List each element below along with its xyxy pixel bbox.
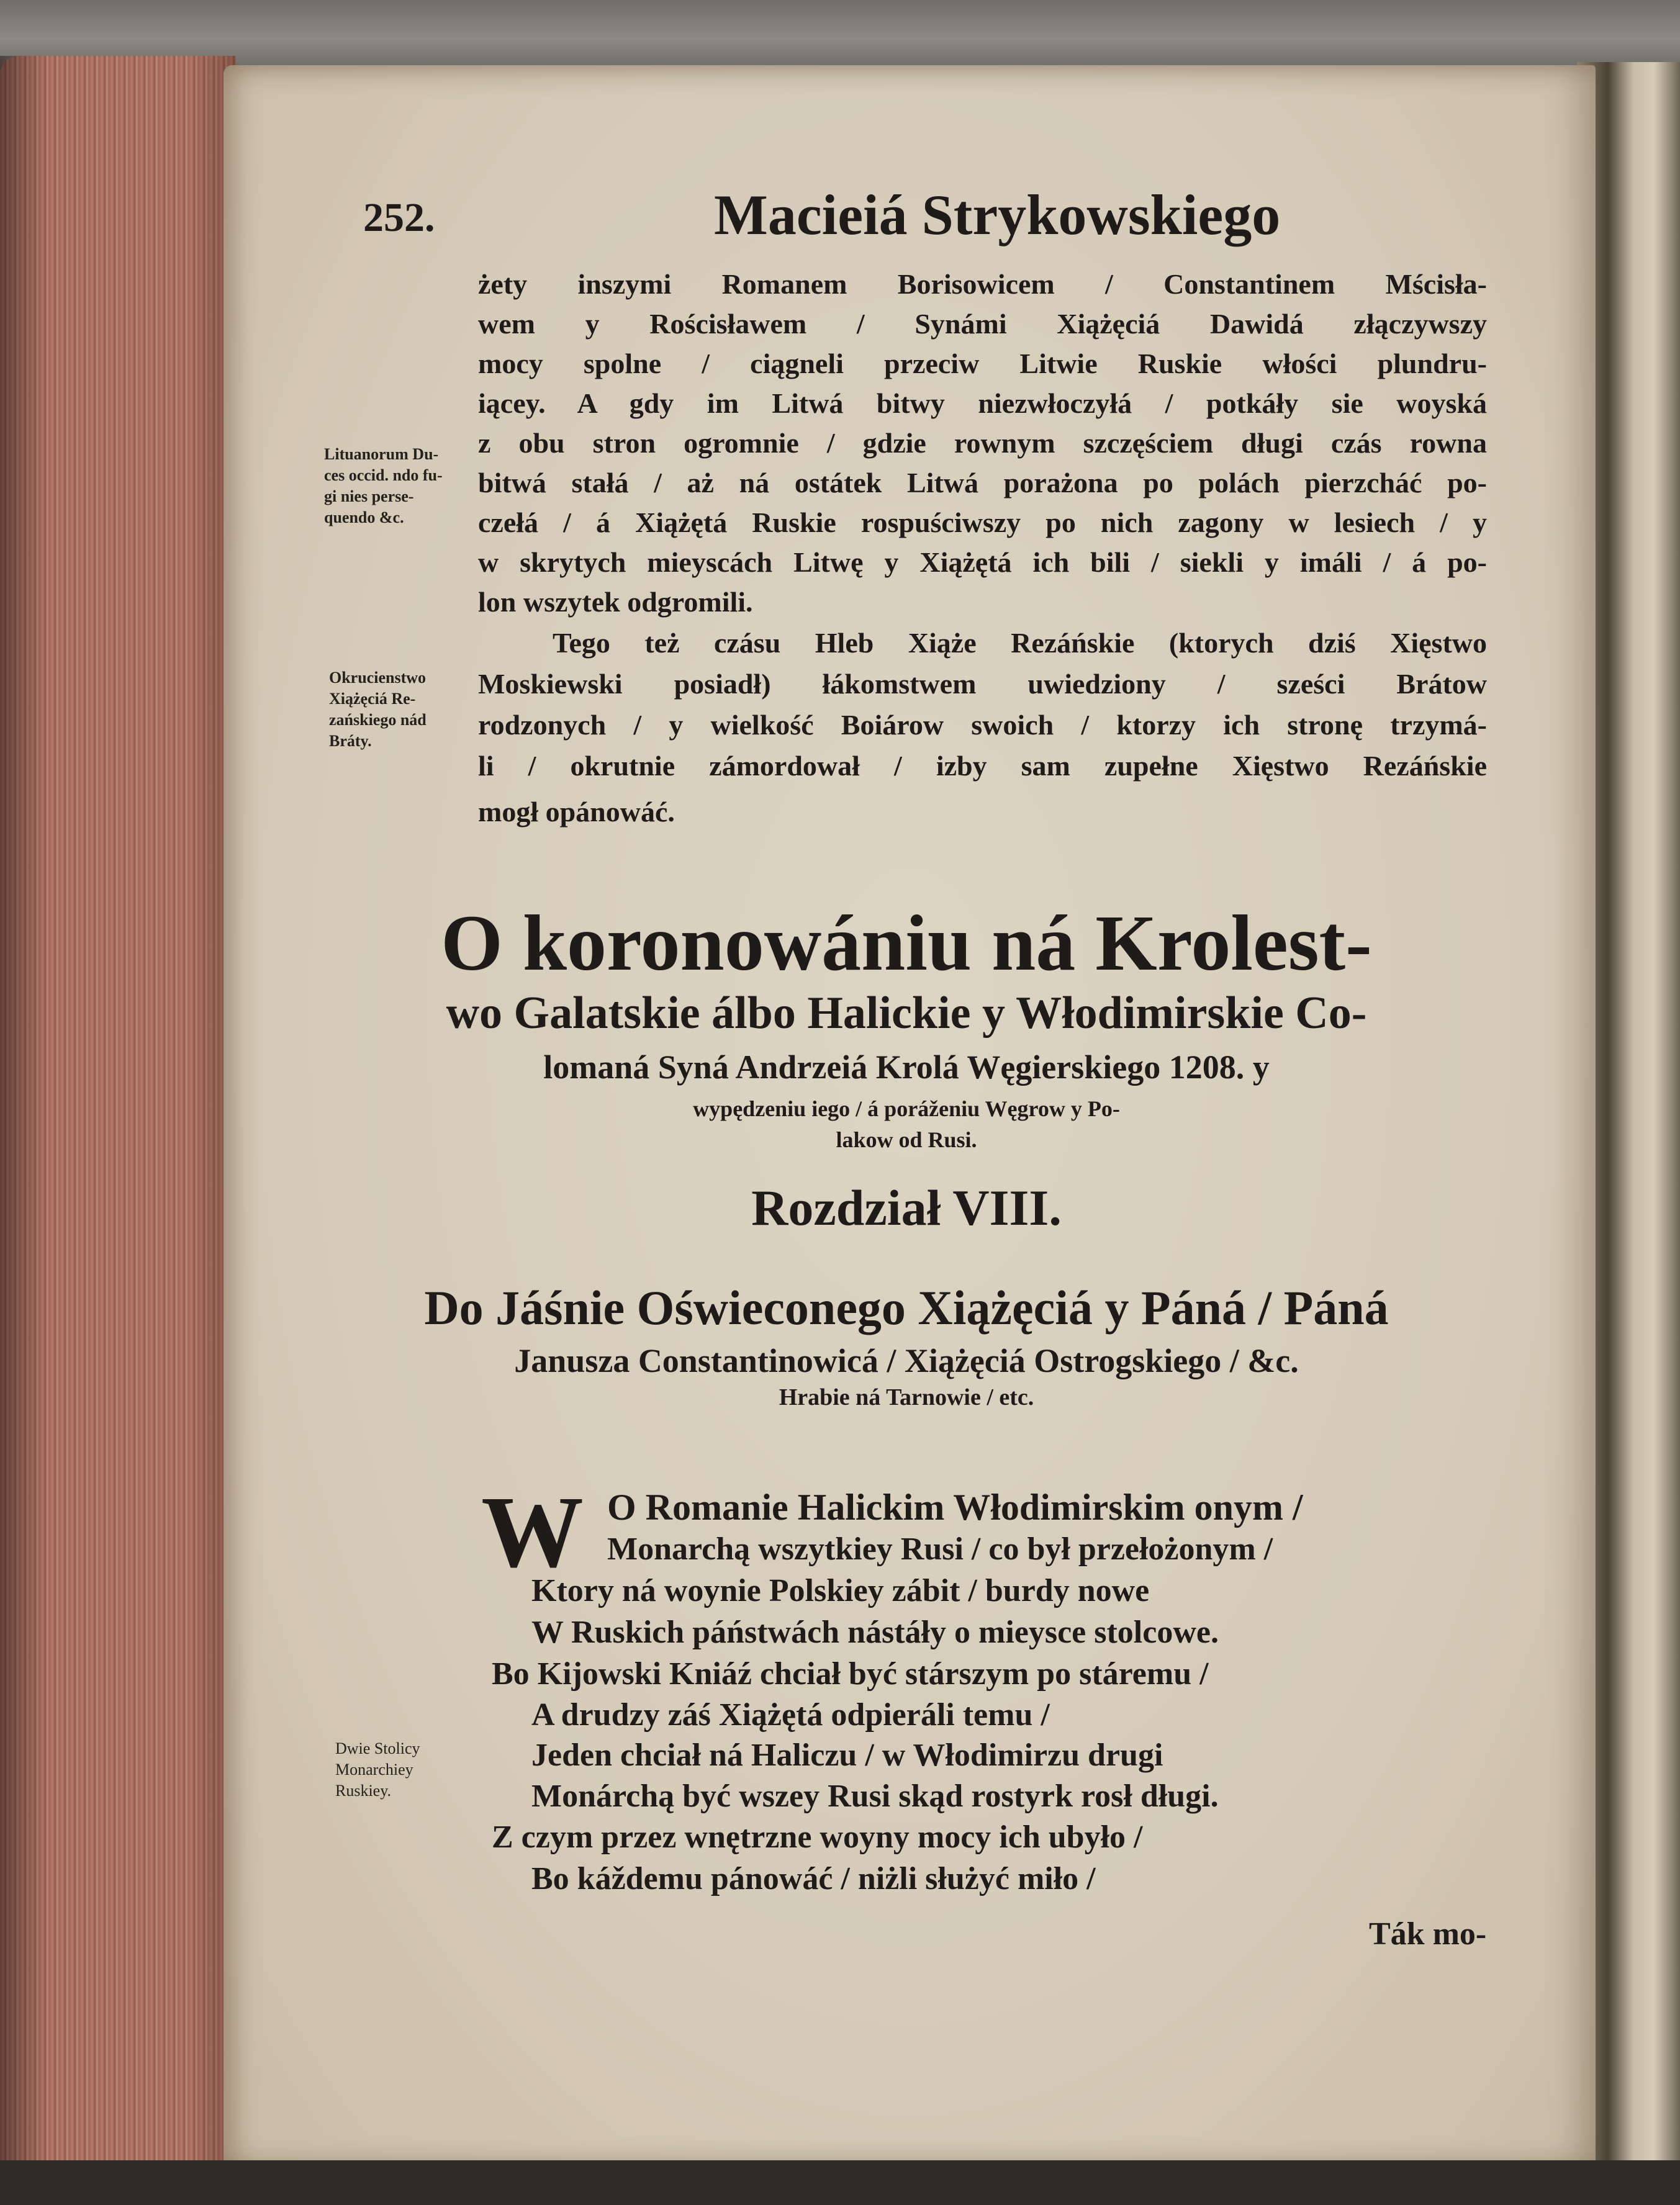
note-line: zańskiego nád	[329, 711, 427, 729]
note-line: Monarchiey	[335, 1761, 413, 1779]
poem-line: Z czym przez wnętrzne woyny mocy ich ubyło /	[492, 1819, 1143, 1855]
poem-line: Monarchą wszytkiey Rusi / co był przełożonym /	[607, 1531, 1273, 1567]
text-line: lon wszytek odgromili.	[478, 586, 753, 618]
text-line: żety inszymi Romanem Borisowicem / Constantinem Mścisła-	[478, 268, 1487, 300]
text-line: rodzonych / y wielkość Boiárow swoich / ktorzy ich stronę trzymá-	[478, 709, 1487, 741]
text-line: Tego też czásu Hleb Xiąże Rezáńskie (ktorych dziś Xięstwo	[553, 627, 1487, 659]
page-number: 252.	[363, 195, 435, 240]
text-line: czełá / á Xiążętá Ruskie rospuściwszy po nich zagony w lesiech / y	[478, 507, 1487, 538]
dedication-line-2: Janusza Constantinowicá / Xiążęciá Ostrogskiego / &c.	[514, 1342, 1299, 1379]
note-line: Ruskiey.	[335, 1782, 392, 1800]
dedication-line-3: Hrabie ná Tarnowie / etc.	[779, 1384, 1034, 1410]
poem-line: Monárchą być wszey Rusi skąd rostyrk rosł długi.	[531, 1779, 1219, 1814]
poem-line: Ktory ná woynie Polskiey zábit / burdy nowe	[531, 1573, 1150, 1608]
text-line: li / okrutnie zámordował / izby sam zupełne Xięstwo Rezáńskie	[478, 750, 1487, 782]
note-line: Bráty.	[329, 732, 372, 750]
marginal-note-lithuanians	[324, 444, 443, 528]
note-line: Lituanorum Du-	[324, 445, 439, 463]
chapter-title-line-3: lomaná Syná Andrzeiá Krolá Węgierskiego 1208. y	[543, 1048, 1270, 1086]
poem-line: O Romanie Halickim Włodimirskim onym /	[607, 1487, 1303, 1528]
drop-cap: W	[481, 1475, 584, 1589]
marginal-note-cruelty	[329, 667, 427, 752]
text-line: iącey. A gdy im Litwá bitwy niezwłoczyłá / potkáły sie woyská	[478, 387, 1487, 419]
text-line: Moskiewski posiadł) łákomstwem uwiedziony / sześci Brátow	[478, 668, 1487, 700]
running-head: Macieiá Strykowskiego	[714, 183, 1281, 246]
note-line: Okrucienstwo	[329, 669, 426, 687]
text-line: z obu stron ogromnie / gdzie rownym szczęściem długi czás rowna	[478, 427, 1487, 459]
poem-line: Jeden chciał ná Haliczu / w Włodimirzu drugi	[531, 1738, 1163, 1773]
chapter-title-line-1: O koronowániu ná Krolest-	[441, 899, 1372, 987]
text-line: bitwá stałá / aż ná ostátek Litwá porażona po polách pierzcháć po-	[478, 467, 1487, 498]
chapter-title-line-5: lakow od Rusi.	[836, 1127, 977, 1152]
fore-edge-shadow	[0, 56, 236, 2179]
chapter-number: Rozdział VIII.	[751, 1179, 1062, 1236]
note-line: ces occid. ndo fu-	[324, 466, 443, 484]
chapter-title-line-4: wypędzeniu iego / á poráženiu Węgrow y Po-	[693, 1096, 1120, 1121]
note-line: gi nies perse-	[324, 487, 414, 505]
poem-line: Bo káždemu pánowáć / niżli służyć miło /	[531, 1861, 1096, 1896]
poem-line: W Ruskich páństwách nástáły o mieysce stolcowe.	[531, 1615, 1219, 1650]
text-line: wem y Rościsławem / Synámi Xiążęciá Dawidá złączywszy	[478, 308, 1487, 340]
catchword: Ták mo-	[1369, 1916, 1487, 1952]
note-line: quendo &c.	[324, 508, 404, 526]
dedication-line-1: Do Jáśnie Oświeconego Xiążęciá y Páná / Páná	[424, 1281, 1389, 1335]
poem-line: A drudzy záś Xiążętá odpieráli temu /	[531, 1697, 1050, 1733]
poem-line: Bo Kijowski Kniáź chciał być stárszym po stáremu /	[492, 1656, 1209, 1692]
note-line: Xiążęciá Re-	[329, 690, 416, 708]
text-line: mogł opánowáć.	[478, 796, 675, 827]
text-line: mocy spolne / ciągneli przeciw Litwie Ruskie włości plundru-	[478, 348, 1487, 379]
marginal-note-two-capitals	[335, 1738, 420, 1801]
text-line: w skrytych mieyscách Litwę y Xiążętá ich bili / siekli y imáli / á po-	[478, 546, 1487, 578]
background-bottom	[0, 2160, 1680, 2205]
note-line: Dwie Stolicy	[335, 1739, 420, 1757]
chapter-title-line-2: wo Galatskie álbo Halickie y Włodimirskie Co-	[446, 988, 1367, 1039]
